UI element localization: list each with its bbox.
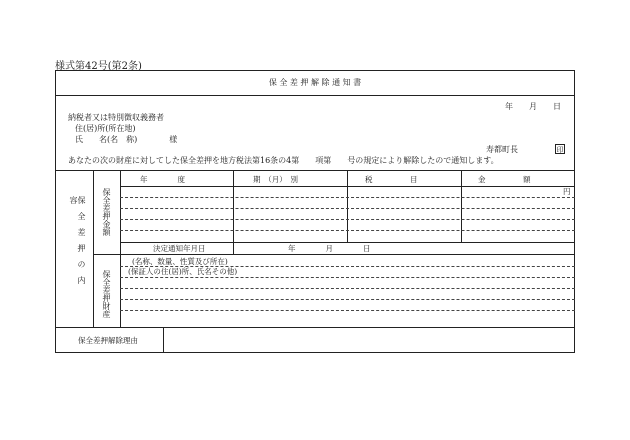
- amount-block-label: 保全差押金額: [102, 188, 111, 236]
- addressee-address: 住(居)所(所在地): [75, 124, 136, 133]
- property-block-top: [93, 254, 575, 255]
- addressee-name: 氏 名(名 称) 様: [75, 135, 178, 144]
- header-year: 年 度: [140, 175, 185, 184]
- release-reason-label: 保全差押解除理由: [78, 336, 138, 345]
- property-row-3: [120, 288, 575, 289]
- property-block-label: 保全差押財産: [102, 270, 111, 318]
- form-number-label: 様式第42号(第2条): [55, 61, 142, 72]
- property-row-4: [120, 299, 575, 300]
- header-tax: 税 目: [365, 175, 418, 184]
- decision-date-value: 年 月 日: [288, 244, 371, 253]
- property-desc-line1: (名称、数量、性質及び所在): [132, 257, 228, 266]
- col-divider-3: [461, 170, 462, 242]
- inner-label-divider: [120, 170, 121, 327]
- property-row-5: [120, 310, 575, 311]
- yen-unit: 円: [563, 187, 571, 196]
- notice-text: あなたの次の財産に対してした保全差押を地方税法第16条の4第 項第 号の規定により解除したので通知します。: [68, 156, 499, 165]
- amount-row-2: [120, 208, 575, 209]
- col-divider-1: [233, 170, 234, 242]
- reason-row-divider: [163, 327, 164, 353]
- addressee-line1: 納税者又は特別徴収義務者: [68, 113, 164, 122]
- col-divider-2: [347, 170, 348, 242]
- reason-row-top: [55, 327, 575, 328]
- decision-row-top: [120, 242, 575, 243]
- decision-row-divider: [233, 242, 234, 254]
- side-label-divider: [93, 170, 94, 327]
- header-amount: 金 額: [478, 175, 531, 184]
- amount-row-1: [120, 197, 575, 198]
- issuer-name: 寿都町長: [486, 145, 518, 154]
- seal-mark: 印: [556, 146, 564, 154]
- form-title: 保 全 差 押 解 除 通 知 書: [268, 78, 362, 87]
- date-line: 年 月 日: [505, 102, 561, 111]
- header-divider: [55, 170, 575, 171]
- property-desc-line2: (保証人の住(居)所、氏名その他): [128, 267, 238, 276]
- amount-row-4: [120, 230, 575, 231]
- property-row-2: [120, 277, 575, 278]
- header-period: 期 （月） 別: [253, 175, 298, 184]
- decision-date-label: 決定通知年月日: [153, 244, 206, 253]
- title-divider: [55, 95, 575, 96]
- amount-row-3: [120, 219, 575, 220]
- side-label: 保全差押の内容: [69, 196, 86, 292]
